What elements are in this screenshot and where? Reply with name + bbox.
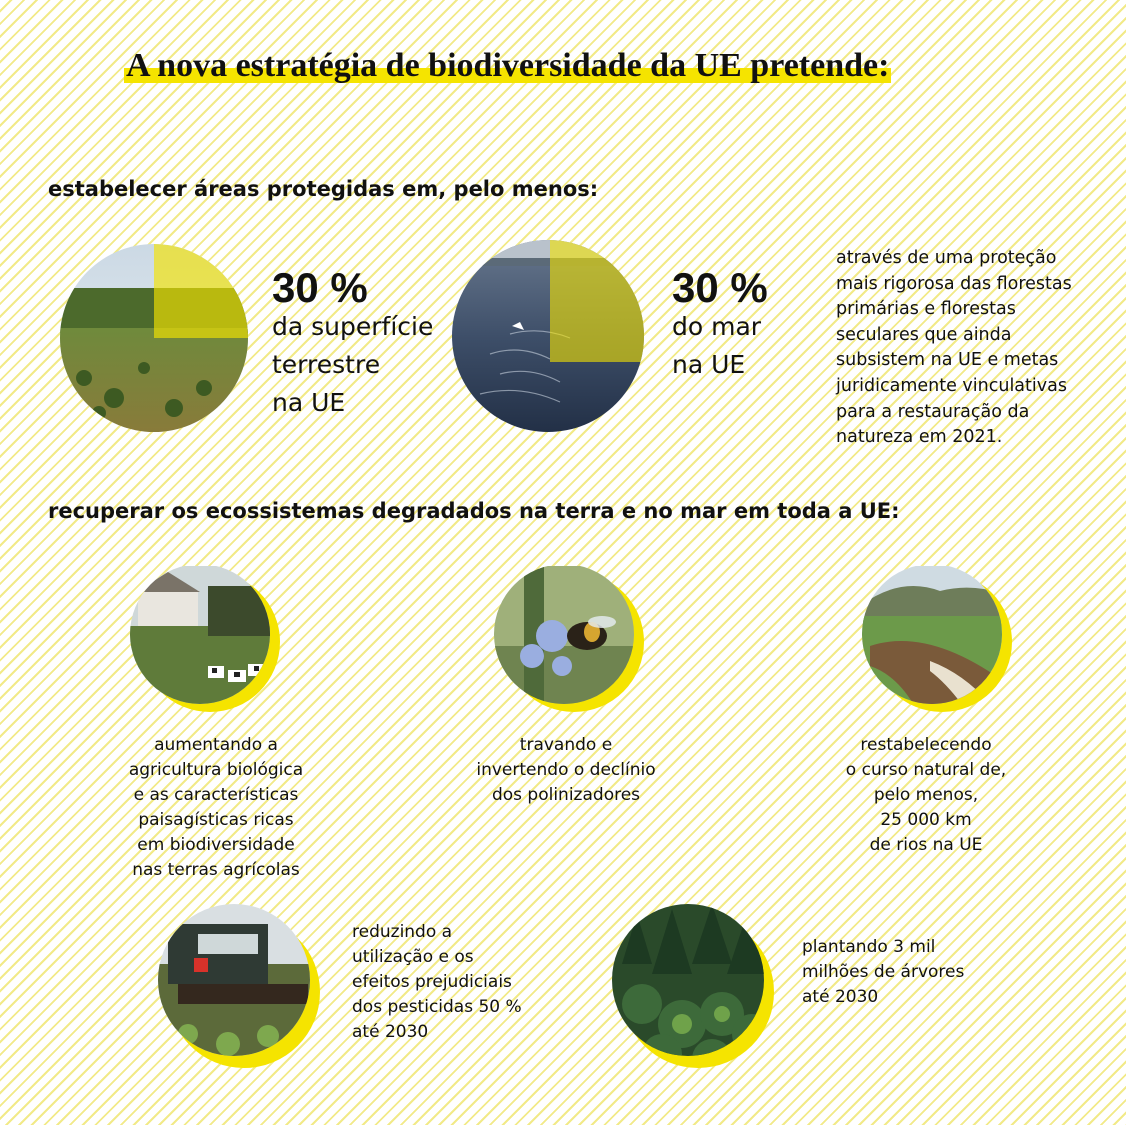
land-description: da superfície terrestre na UE — [272, 312, 434, 417]
river-photo — [860, 566, 1020, 716]
section-heading-protected-areas: estabelecer áreas protegidas em, pelo menos: — [48, 177, 599, 201]
land-percentage: 30 % — [272, 264, 368, 311]
bee-flower-photo — [492, 566, 652, 716]
tractor-photo — [158, 904, 328, 1074]
farm-cows-photo — [128, 566, 288, 716]
sea-description: do mar na UE — [672, 312, 762, 379]
item-organic-farming-text: aumentando a agricultura biológica e as características paisagísticas ricas em biodiversidade nas terras agrícolas — [128, 735, 304, 880]
section-heading-restore-ecosystems: recuperar os ecossistemas degradados na terra e no mar em toda a UE: — [48, 499, 900, 523]
forest-photo — [612, 904, 782, 1074]
sea-boat-photo — [450, 234, 660, 444]
page-title: A nova estratégia de biodiversidade da UE pretende: — [126, 47, 890, 84]
item-pesticides-text: reduzindo a utilização e os efeitos prejudiciais dos pesticidas 50 % até 2030 — [352, 922, 522, 1042]
item-rivers-text: restabelecendo o curso natural de, pelo menos, 25 000 km de rios na UE — [845, 735, 1007, 855]
sea-percentage: 30 % — [672, 264, 768, 311]
land-landscape-photo — [54, 228, 254, 428]
item-trees-text: plantando 3 mil milhões de árvores até 2030 — [802, 937, 965, 1007]
item-pollinators-text: travando e invertendo o declínio dos polinizadores — [476, 735, 656, 805]
protection-note: através de uma proteção mais rigorosa das florestas primárias e florestas seculares que ainda subsistem na UE e metas juridicamente vinculativas para a restauração da natureza em 2021. — [836, 248, 1072, 448]
